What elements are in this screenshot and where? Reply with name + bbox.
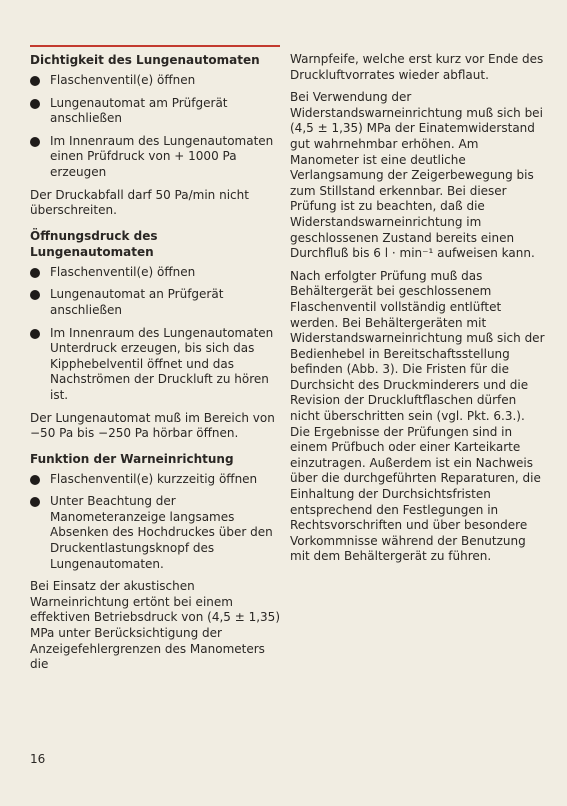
header-rule	[30, 45, 280, 47]
bullet-icon	[30, 290, 40, 300]
paragraph: Bei Verwendung der Widerstandswarneinrichtung muß sich bei (4,5 ± 1,35) MPa der Einatemwiderstand gut wahrnehmbar erhöhen. Am Manometer ist eine deutliche Verlangsamung der Zeigerbewegung bis zum Stillstand erkennbar. Bei dieser Prüfung ist zu beachten, daß die Widerstandswarneinrichtung im geschlossenen Zustand bereits einen Durchfluß bis 6 l · min⁻¹ aufweisen kann.	[290, 90, 543, 261]
page-number: 16	[30, 752, 46, 766]
paragraph: Warnpfeife, welche erst kurz vor Ende des Druckluftvorrates wieder abflaut.	[290, 52, 544, 82]
list-item	[30, 73, 280, 89]
bullet-list	[30, 73, 280, 181]
list-item	[30, 472, 280, 488]
section-dichtigkeit	[30, 52, 280, 219]
list-item-text: Lungenautomat an Prüfgerät anschließen	[50, 287, 224, 317]
bullet-icon	[30, 475, 40, 485]
list-item-text: Lungenautomat am Prüfgerät anschließen	[50, 95, 228, 126]
list-item	[30, 265, 280, 281]
paragraph: Der Druckabfall darf 50 Pa/min nicht überschreiten.	[30, 187, 249, 218]
bullet-icon	[30, 99, 40, 109]
list-item	[30, 326, 280, 404]
list-item-text: Im Innenraum des Lungenautomaten Unterdruck erzeugen, bis sich das Kipphebelventil öffnet und das Nachströmen der Druckluft zu hören ist.	[50, 325, 274, 402]
list-item-text: Flaschenventil(e) kurzzeitig öffnen	[50, 471, 258, 486]
paragraph: Der Lungenautomat muß im Bereich von −50 Pa bis −250 Pa hörbar öffnen.	[30, 410, 275, 441]
list-item	[30, 134, 280, 181]
bullet-icon	[30, 268, 40, 278]
list-item-text: Unter Beachtung der Manometeranzeige langsames Absenken des Hochdruckes über den Druckentlastungsknopf des Lungenautomaten.	[50, 494, 273, 571]
list-item	[30, 494, 280, 572]
bullet-icon	[30, 137, 40, 147]
section-heading: Öffnungsdruck des Lungenautomaten	[30, 228, 158, 259]
list-item	[30, 287, 280, 318]
paragraph: Nach erfolgter Prüfung muß das Behältergerät bei geschlossenem Flaschenventil vollständig entlüftet werden. Bei Behältergeräten mit Widerstandswarneinrichtung muß sich der Bedienhebel in Bereitschaftsstellung befinden (Abb. 3). Die Fristen für die Durchsicht des Druckminderers und die Revision der Druckluftflaschen dürfen nicht überschritten sein (vgl. Pkt. 6.3.). Die Ergebnisse der Prüfungen sind in einem Prüfbuch oder einer Karteikarte einzutragen. Außerdem ist ein Nachweis über die durchgeführten Reparaturen, die Einhaltung der Durchsichtsfristen entsprechend den Festlegungen in Rechtsvorschriften und über besondere Vorkommnisse während der Benutzung mit dem Behältergerät zu führen.	[290, 268, 545, 564]
paragraph: Bei Einsatz der akustischen Warneinrichtung ertönt bei einem effektiven Betriebsdruck von (4,5 ± 1,35) MPa unter Berücksichtigung der Anzeigefehlergrenzen des Manometers die	[30, 579, 280, 672]
list-item	[30, 96, 280, 127]
list-item-text: Flaschenventil(e) öffnen	[50, 73, 196, 87]
bullet-list	[30, 472, 280, 573]
left-column	[30, 52, 280, 682]
section-heading: Funktion der Warneinrichtung	[30, 451, 234, 466]
section-heading: Dichtigkeit des Lungenautomaten	[30, 53, 260, 67]
bullet-icon	[30, 76, 40, 86]
bullet-list	[30, 265, 280, 404]
section-warneinrichtung	[30, 451, 280, 673]
bullet-icon	[30, 329, 40, 339]
bullet-icon	[30, 497, 40, 507]
section-oeffnungsdruck	[30, 228, 280, 442]
list-item-text: Im Innenraum des Lungenautomaten einen Prüfdruck von + 1000 Pa erzeugen	[50, 133, 274, 179]
list-item-text: Flaschenventil(e) öffnen	[50, 264, 196, 279]
right-column	[290, 52, 548, 572]
